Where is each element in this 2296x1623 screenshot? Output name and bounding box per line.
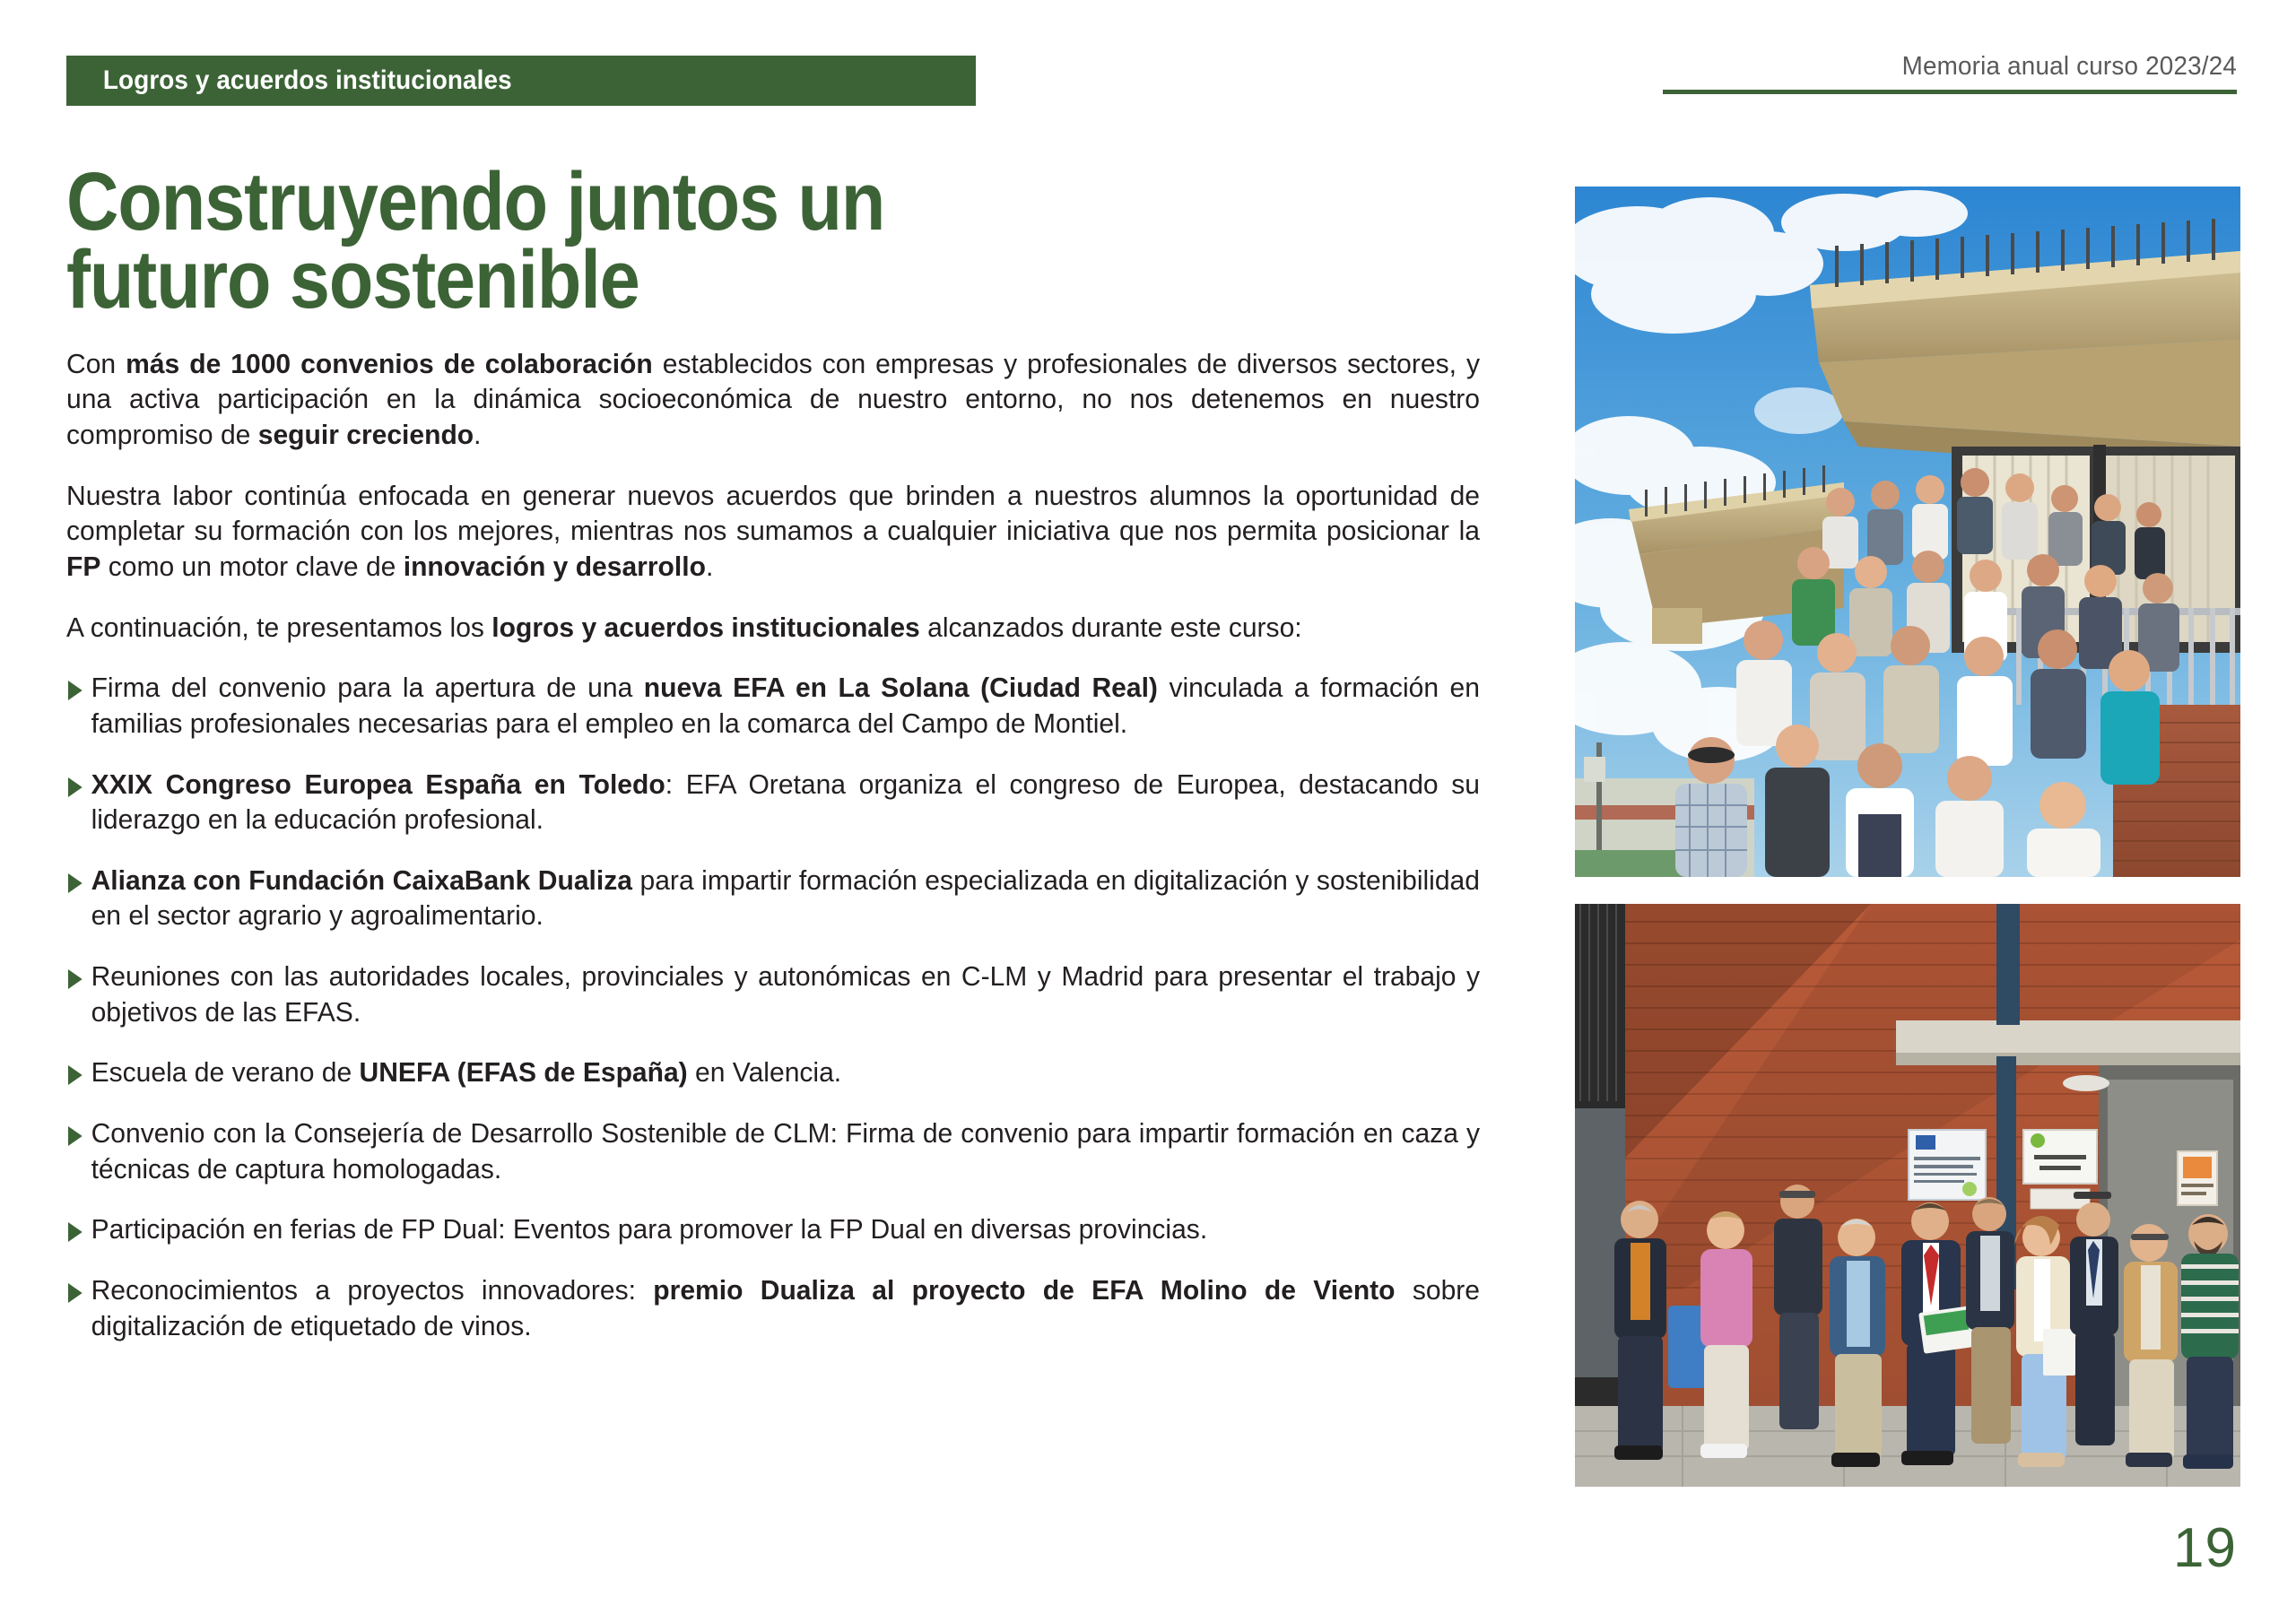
page-header <box>0 0 2296 117</box>
bullet-ferias-fp-dual <box>66 1212 1480 1248</box>
text-run: alcanzados durante este curso: <box>919 612 1302 643</box>
page-title <box>66 156 1503 326</box>
text-run-bold: premio Dualiza al proyecto de EFA Molino de Viento <box>653 1274 1396 1306</box>
text-run: para impartir formación especializada en digitalización y sostenibilidad en el sector agrario y agroalimentario. <box>91 864 1480 932</box>
page-title-line-2: futuro sostenible <box>66 234 639 326</box>
bullet-caixabank-dualiza <box>66 864 1480 934</box>
memoria-anual-label: Memoria anual curso 2023/24 <box>1901 52 2237 81</box>
page-number: 19 <box>2173 1517 2237 1579</box>
photo-group-entrance <box>1575 904 2240 1487</box>
bullet-triangle-icon <box>68 1065 83 1085</box>
text-run-bold: Alianza con Fundación CaixaBank Dualiza <box>91 864 632 896</box>
document-header-right <box>1663 52 2237 94</box>
text-run: Reconocimientos a proyectos innovadores: <box>91 1274 654 1306</box>
section-title-band <box>66 56 976 106</box>
text-run: A continuación, te presentamos los <box>66 612 492 643</box>
text-run: vinculada a formación en familias profesionales necesarias para el empleo en la comarca del Campo de Montiel. <box>91 673 1480 739</box>
paragraph-group <box>66 347 1501 646</box>
text-run-bold: más de 1000 convenios de colaboración <box>126 348 653 379</box>
text-run: sobre digitalización de etiquetado de vinos. <box>91 1274 1480 1341</box>
bullet-triangle-icon <box>68 873 83 893</box>
text-run: Firma del convenio para la apertura de una <box>91 673 644 704</box>
text-run: Convenio con la Consejería de Desarrollo Sostenible de CLM: Firma de convenio para impartir formación en caza y técnicas de captura homologadas. <box>91 1118 1481 1185</box>
bullet-triangle-icon <box>68 681 83 700</box>
text-run: Participación en ferias de FP Dual: Eventos para promover la FP Dual en diversas provincias. <box>91 1214 1208 1245</box>
text-run: Nuestra labor continúa enfocada en generar nuevos acuerdos que brinden a nuestros alumnos la oportunidad de completar su formación con los mejores, mientras nos sumamos a cualquier iniciativa que nos permita posicionar la <box>66 480 1480 547</box>
photo-group-outdoor-image <box>1575 187 2240 877</box>
text-run: Escuela de verano de <box>91 1057 360 1089</box>
text-run-bold: logros y acuerdos institucionales <box>491 612 920 643</box>
text-run: Reuniones con las autoridades locales, provinciales y autonómicas en C-LM y Madrid para presentar el trabajo y objetivos de las EFAS. <box>91 961 1481 1028</box>
text-run: como un motor clave de <box>100 551 404 582</box>
page-title-line-1: Construyendo juntos un <box>66 156 885 247</box>
bullet-la-solana <box>66 671 1480 742</box>
bullet-escuela-verano <box>66 1055 1480 1091</box>
photo-group-outdoor <box>1575 187 2240 877</box>
text-run-bold: FP <box>66 551 101 582</box>
para-1 <box>66 347 1480 454</box>
text-run-bold: UNEFA (EFAS de España) <box>359 1057 688 1089</box>
text-run-bold: XXIX Congreso Europea España en Toledo <box>91 768 665 800</box>
bullet-triangle-icon <box>68 777 83 797</box>
para-2 <box>66 479 1480 586</box>
bullet-triangle-icon <box>68 969 83 989</box>
text-run: . <box>705 551 714 582</box>
text-run-bold: innovación y desarrollo <box>403 551 706 582</box>
section-title-label: Logros y acuerdos institucionales <box>102 65 512 95</box>
para-3 <box>66 611 1480 647</box>
text-run-bold: nueva EFA en La Solana (Ciudad Real) <box>643 673 1158 704</box>
header-rule-divider <box>1663 90 2237 94</box>
text-run: en Valencia. <box>687 1057 842 1089</box>
text-run: Con <box>66 348 126 379</box>
bullet-congreso-toledo <box>66 768 1480 838</box>
text-run: : EFA Oretana organiza el congreso de Europea, destacando su liderazgo en la educación profesional. <box>91 768 1480 836</box>
bullet-triangle-icon <box>68 1126 83 1146</box>
bullet-reuniones-autoridades <box>66 959 1480 1030</box>
body-text-column <box>66 347 1501 1344</box>
text-run-bold: seguir creciendo <box>257 420 474 451</box>
bullet-triangle-icon <box>68 1283 83 1303</box>
achievements-bullet-list <box>66 671 1501 1344</box>
text-run: establecidos con empresas y profesionales de diversos sectores, y una activa participación en la dinámica socioeconómica de nuestro entorno, no nos detenemos en nuestro compromiso de <box>66 348 1480 451</box>
photo-group-entrance-image <box>1575 904 2240 1487</box>
bullet-reconocimientos <box>66 1273 1480 1344</box>
bullet-triangle-icon <box>68 1222 83 1242</box>
text-run: . <box>474 420 482 451</box>
bullet-consejeria-clm <box>66 1116 1480 1187</box>
main-content-column <box>66 156 1501 1369</box>
